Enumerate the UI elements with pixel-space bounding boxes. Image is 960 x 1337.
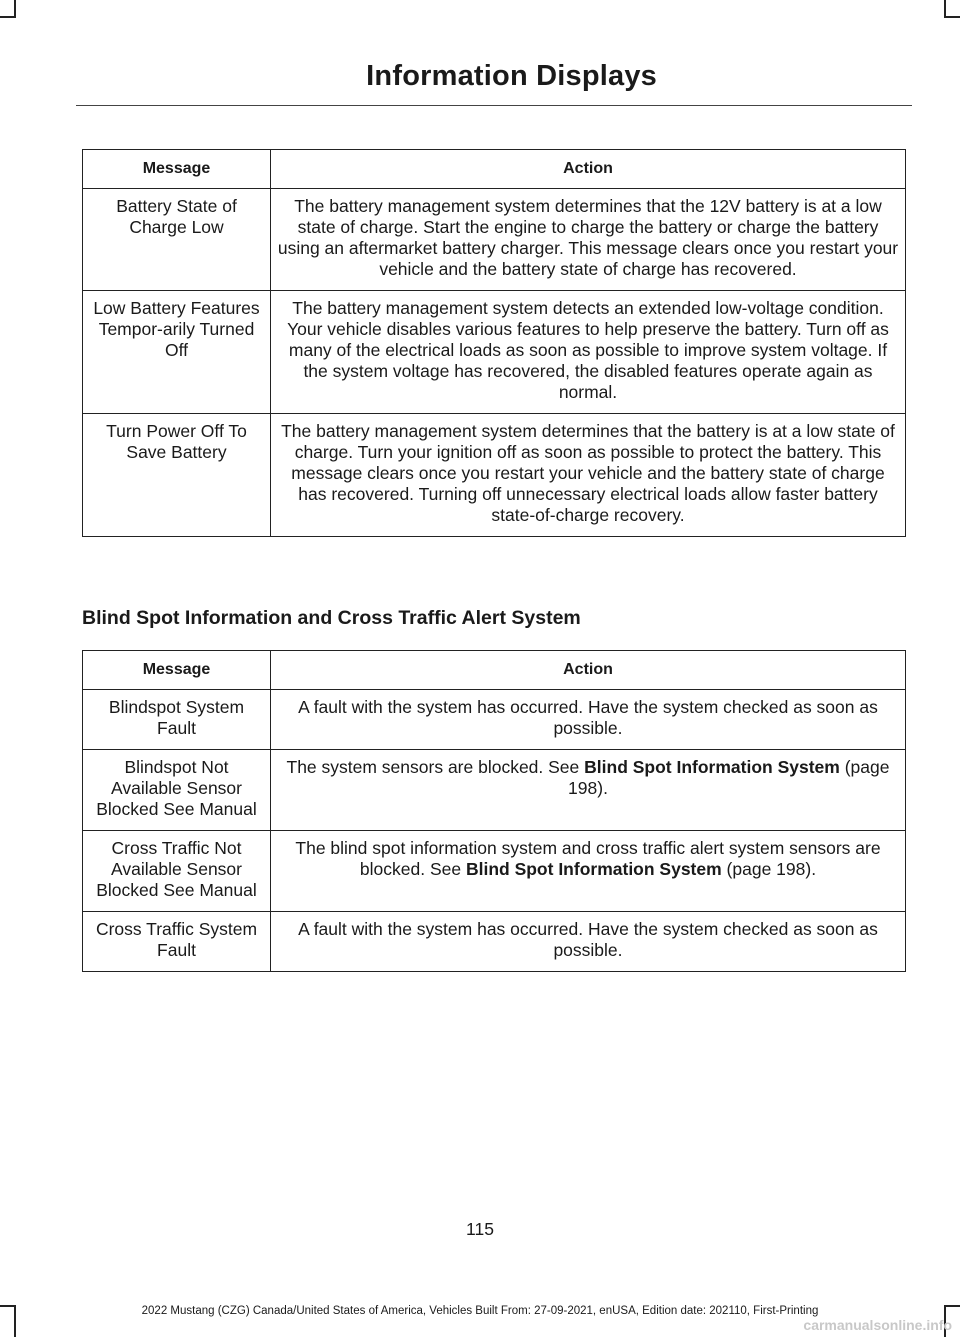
action-cell: The battery management system determines that the battery is at a low state of charge. Turn your ignition off as soon as possible to protect the battery. This message clears once you restart your vehicle and the battery state of charge has recovered. Turning off unnecessary electrical loads allow faster battery state-of-charge recovery. bbox=[271, 414, 906, 537]
action-cell bbox=[271, 750, 906, 831]
table-row bbox=[83, 291, 906, 414]
message-cell: Battery State of Charge Low bbox=[83, 189, 271, 291]
column-header-action: Action bbox=[271, 651, 906, 690]
battery-messages-table bbox=[82, 149, 906, 537]
action-text: The system sensors are blocked. See bbox=[286, 757, 585, 777]
message-cell: Turn Power Off To Save Battery bbox=[83, 414, 271, 537]
table-row bbox=[83, 831, 906, 912]
column-header-message: Message bbox=[83, 150, 271, 189]
page-reference: (page 198). bbox=[568, 757, 890, 798]
message-cell: Cross Traffic Not Available Sensor Blocked See Manual bbox=[83, 831, 271, 912]
action-cell: The battery management system determines that the 12V battery is at a low state of charge. Start the engine to charge the battery or charge the battery using an aftermarket battery charger. This message clears once you restart your vehicle and the battery state of charge has recovered. bbox=[271, 189, 906, 291]
page-number: 115 bbox=[466, 1219, 494, 1239]
table-row bbox=[83, 750, 906, 831]
table-header-row bbox=[83, 651, 906, 690]
edition-footer: 2022 Mustang (CZG) Canada/United States of America, Vehicles Built From: 27-09-2021, enUSA, Edition date: 202110, First-Printing bbox=[141, 1305, 819, 1317]
blind-spot-messages-table bbox=[82, 650, 906, 972]
cross-reference-link[interactable]: Blind Spot Information System bbox=[584, 757, 840, 777]
crop-mark bbox=[0, 16, 16, 18]
action-cell bbox=[271, 831, 906, 912]
message-cell: Blindspot Not Available Sensor Blocked See Manual bbox=[83, 750, 271, 831]
table-row bbox=[83, 690, 906, 750]
column-header-message: Message bbox=[83, 651, 271, 690]
watermark: carmanualsonline.info bbox=[803, 1317, 952, 1333]
page-title: Information Displays bbox=[366, 60, 657, 92]
section-heading: Blind Spot Information and Cross Traffic Alert System bbox=[82, 607, 581, 629]
crop-mark bbox=[944, 16, 960, 18]
action-cell: A fault with the system has occurred. Have the system checked as soon as possible. bbox=[271, 912, 906, 972]
message-cell: Low Battery Features Tempor-arily Turned Off bbox=[83, 291, 271, 414]
page-reference: (page 198). bbox=[721, 859, 817, 879]
action-cell: A fault with the system has occurred. Have the system checked as soon as possible. bbox=[271, 690, 906, 750]
header-divider bbox=[76, 105, 912, 106]
table-row bbox=[83, 189, 906, 291]
cross-reference-link[interactable]: Blind Spot Information System bbox=[465, 859, 722, 879]
action-text: The blind spot information system and cross traffic alert system sensors are blocked. See bbox=[295, 838, 881, 879]
column-header-action: Action bbox=[271, 150, 906, 189]
table-row bbox=[83, 414, 906, 537]
action-cell: The battery management system detects an extended low-voltage condition. Your vehicle disables various features to help preserve the battery. Turn off as many of the electrical loads as soon as possible to improve system voltage. If the system voltage has recovered, the disabled features operate again as normal. bbox=[271, 291, 906, 414]
table-header-row bbox=[83, 150, 906, 189]
message-cell: Cross Traffic System Fault bbox=[83, 912, 271, 972]
message-cell: Blindspot System Fault bbox=[83, 690, 271, 750]
table-row bbox=[83, 912, 906, 972]
